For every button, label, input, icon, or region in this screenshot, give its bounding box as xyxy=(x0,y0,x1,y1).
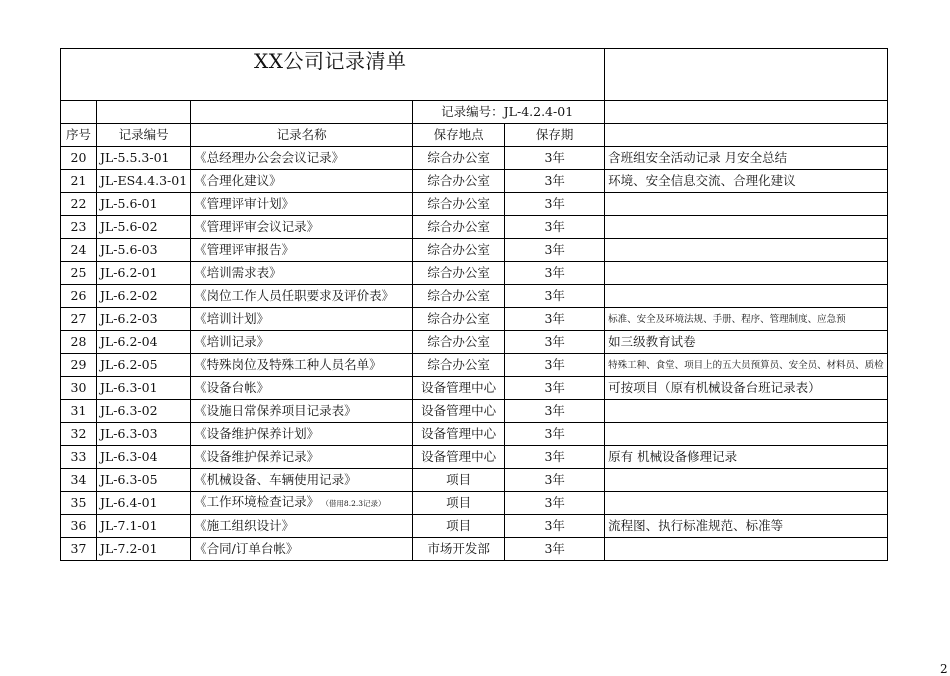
title-cell xyxy=(61,49,605,101)
record-code: JL-6.3-02 xyxy=(97,400,191,423)
record-name xyxy=(191,262,413,285)
retention-period: 3年 xyxy=(505,423,605,446)
record-table xyxy=(60,48,888,561)
remark xyxy=(605,538,888,561)
record-name-text: 《培训记录》 xyxy=(194,334,270,349)
record-code: JL-7.1-01 xyxy=(97,515,191,538)
record-code: JL-6.2-05 xyxy=(97,354,191,377)
retention-period: 3年 xyxy=(505,538,605,561)
storage-location: 项目 xyxy=(413,515,505,538)
storage-location: 综合办公室 xyxy=(413,216,505,239)
retention-period: 3年 xyxy=(505,285,605,308)
empty-cell xyxy=(97,101,191,124)
retention-period: 3年 xyxy=(505,239,605,262)
record-list-sheet xyxy=(60,48,948,676)
remark xyxy=(605,400,888,423)
record-name-text: 《设施日常保养项目记录表》 xyxy=(194,403,357,418)
retention-period: 3年 xyxy=(505,515,605,538)
title-row xyxy=(61,49,888,101)
record-name xyxy=(191,377,413,400)
table-row xyxy=(61,147,888,170)
record-name xyxy=(191,170,413,193)
record-code: JL-7.2-01 xyxy=(97,538,191,561)
remark xyxy=(605,469,888,492)
storage-location: 设备管理中心 xyxy=(413,377,505,400)
record-code: JL-5.6-01 xyxy=(97,193,191,216)
record-name xyxy=(191,423,413,446)
record-name xyxy=(191,216,413,239)
retention-period: 3年 xyxy=(505,400,605,423)
record-code: JL-5.6-03 xyxy=(97,239,191,262)
row-number: 20 xyxy=(61,147,97,170)
header-name: 记录名称 xyxy=(191,124,413,147)
record-code: JL-6.3-05 xyxy=(97,469,191,492)
record-name-text: 《设备维护保养记录》 xyxy=(194,449,320,464)
record-number-row xyxy=(61,101,888,124)
storage-location: 综合办公室 xyxy=(413,285,505,308)
storage-location: 设备管理中心 xyxy=(413,446,505,469)
record-name-text: 《机械设备、车辆使用记录》 xyxy=(194,472,357,487)
record-code: JL-6.2-02 xyxy=(97,285,191,308)
record-name-text: 《合同/订单台帐》 xyxy=(194,541,299,556)
table-row xyxy=(61,239,888,262)
table-row xyxy=(61,469,888,492)
record-name-text: 《合理化建议》 xyxy=(194,173,282,188)
empty-cell xyxy=(605,101,888,124)
record-code: JL-6.2-04 xyxy=(97,331,191,354)
storage-location: 市场开发部 xyxy=(413,538,505,561)
title-side-cell xyxy=(605,49,888,101)
table-row xyxy=(61,308,888,331)
remark: 原有 机械设备修理记录 xyxy=(605,446,888,469)
retention-period: 3年 xyxy=(505,262,605,285)
storage-location: 设备管理中心 xyxy=(413,400,505,423)
row-number: 29 xyxy=(61,354,97,377)
record-code: JL-5.6-02 xyxy=(97,216,191,239)
record-name-text: 《设备维护保养计划》 xyxy=(194,426,320,441)
remark: 标准、安全及环境法规、手册、程序、管理制度、应急预 xyxy=(605,308,888,331)
record-name xyxy=(191,538,413,561)
storage-location: 设备管理中心 xyxy=(413,423,505,446)
row-number: 32 xyxy=(61,423,97,446)
table-row xyxy=(61,446,888,469)
storage-location: 综合办公室 xyxy=(413,308,505,331)
storage-location: 综合办公室 xyxy=(413,147,505,170)
table-row xyxy=(61,354,888,377)
record-code: JL-6.3-01 xyxy=(97,377,191,400)
row-number: 25 xyxy=(61,262,97,285)
record-name xyxy=(191,492,413,515)
record-code: JL-6.3-04 xyxy=(97,446,191,469)
storage-location: 综合办公室 xyxy=(413,170,505,193)
record-name-memo: （借用8.2.3记录） xyxy=(325,499,386,508)
record-name xyxy=(191,239,413,262)
empty-cell xyxy=(191,101,413,124)
retention-period: 3年 xyxy=(505,147,605,170)
record-name xyxy=(191,446,413,469)
record-name-text: 《工作环境检查记录》 xyxy=(194,494,320,509)
record-name-text: 《培训需求表》 xyxy=(194,265,282,280)
row-number: 37 xyxy=(61,538,97,561)
storage-location: 综合办公室 xyxy=(413,193,505,216)
table-row xyxy=(61,377,888,400)
record-code: JL-6.2-01 xyxy=(97,262,191,285)
record-name-text: 《总经理办公会会议记录》 xyxy=(194,150,345,165)
row-number: 30 xyxy=(61,377,97,400)
record-code: JL-6.3-03 xyxy=(97,423,191,446)
remark: 特殊工种、食堂、项目上的五大员预算员、安全员、材料员、质检 xyxy=(605,354,888,377)
record-name xyxy=(191,285,413,308)
retention-period: 3年 xyxy=(505,331,605,354)
page-number: 2 xyxy=(940,662,948,676)
document-title: XX公司记录清单 xyxy=(254,49,407,73)
record-name-text: 《管理评审计划》 xyxy=(194,196,295,211)
remark: 可按项目（原有机械设备台班记录表） xyxy=(605,377,888,400)
header-no: 序号 xyxy=(61,124,97,147)
remark: 含班组安全活动记录 月安全总结 xyxy=(605,147,888,170)
remark xyxy=(605,423,888,446)
header-code: 记录编号 xyxy=(97,124,191,147)
remark: 流程图、执行标准规范、标准等 xyxy=(605,515,888,538)
remark xyxy=(605,285,888,308)
storage-location: 项目 xyxy=(413,492,505,515)
row-number: 28 xyxy=(61,331,97,354)
storage-location: 综合办公室 xyxy=(413,262,505,285)
retention-period: 3年 xyxy=(505,193,605,216)
record-name xyxy=(191,193,413,216)
record-name xyxy=(191,147,413,170)
row-number: 23 xyxy=(61,216,97,239)
row-number: 35 xyxy=(61,492,97,515)
row-number: 33 xyxy=(61,446,97,469)
record-code: JL-5.5.3-01 xyxy=(97,147,191,170)
remark: 如三级教育试卷 xyxy=(605,331,888,354)
storage-location: 项目 xyxy=(413,469,505,492)
record-name xyxy=(191,354,413,377)
row-number: 26 xyxy=(61,285,97,308)
retention-period: 3年 xyxy=(505,469,605,492)
record-code: JL-ES4.4.3-01 xyxy=(97,170,191,193)
record-name-text: 《特殊岗位及特殊工种人员名单》 xyxy=(194,357,382,372)
row-number: 34 xyxy=(61,469,97,492)
table-row xyxy=(61,515,888,538)
record-name xyxy=(191,515,413,538)
storage-location: 综合办公室 xyxy=(413,331,505,354)
table-row xyxy=(61,193,888,216)
row-number: 31 xyxy=(61,400,97,423)
record-name xyxy=(191,308,413,331)
retention-period: 3年 xyxy=(505,377,605,400)
remark xyxy=(605,239,888,262)
table-row xyxy=(61,423,888,446)
record-name xyxy=(191,469,413,492)
header-row xyxy=(61,124,888,147)
record-code: JL-6.2-03 xyxy=(97,308,191,331)
table-row xyxy=(61,285,888,308)
retention-period: 3年 xyxy=(505,446,605,469)
remark: 环境、安全信息交流、合理化建议 xyxy=(605,170,888,193)
row-number: 21 xyxy=(61,170,97,193)
header-note xyxy=(605,124,888,147)
record-name-text: 《管理评审报告》 xyxy=(194,242,295,257)
remark xyxy=(605,262,888,285)
retention-period: 3年 xyxy=(505,492,605,515)
table-row xyxy=(61,216,888,239)
record-code: JL-6.4-01 xyxy=(97,492,191,515)
empty-cell xyxy=(61,101,97,124)
record-name-text: 《岗位工作人员任职要求及评价表》 xyxy=(194,288,395,303)
table-row xyxy=(61,331,888,354)
record-name xyxy=(191,331,413,354)
storage-location: 综合办公室 xyxy=(413,354,505,377)
table-row xyxy=(61,538,888,561)
retention-period: 3年 xyxy=(505,170,605,193)
retention-period: 3年 xyxy=(505,308,605,331)
remark xyxy=(605,193,888,216)
retention-period: 3年 xyxy=(505,216,605,239)
table-row xyxy=(61,262,888,285)
row-number: 27 xyxy=(61,308,97,331)
row-number: 36 xyxy=(61,515,97,538)
table-row xyxy=(61,170,888,193)
record-name-text: 《设备台帐》 xyxy=(194,380,270,395)
header-location: 保存地点 xyxy=(413,124,505,147)
record-name xyxy=(191,400,413,423)
remark xyxy=(605,216,888,239)
record-name-text: 《施工组织设计》 xyxy=(194,518,295,533)
table-row xyxy=(61,400,888,423)
retention-period: 3年 xyxy=(505,354,605,377)
header-period: 保存期 xyxy=(505,124,605,147)
record-name-text: 《培训计划》 xyxy=(194,311,270,326)
storage-location: 综合办公室 xyxy=(413,239,505,262)
row-number: 24 xyxy=(61,239,97,262)
remark xyxy=(605,492,888,515)
row-number: 22 xyxy=(61,193,97,216)
record-name-text: 《管理评审会议记录》 xyxy=(194,219,320,234)
record-number: 记录编号：JL-4.2.4-01 xyxy=(413,101,605,124)
table-row xyxy=(61,492,888,515)
